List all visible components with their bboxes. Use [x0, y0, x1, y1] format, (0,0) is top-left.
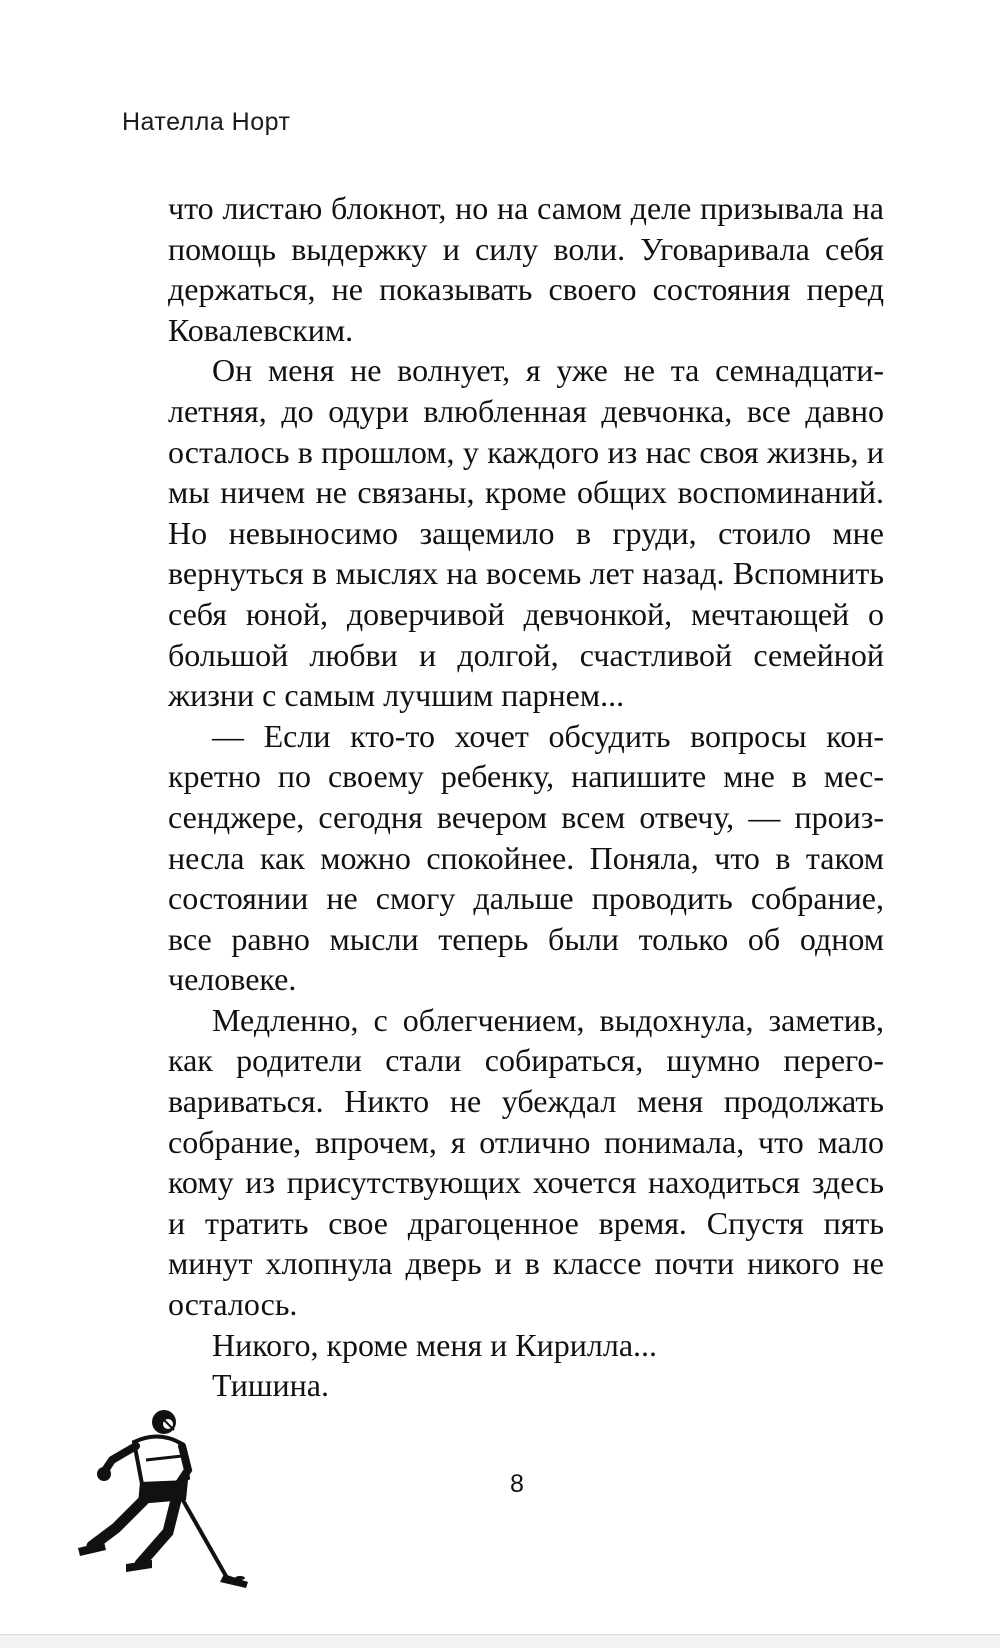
paragraph-5: Никого, кроме меня и Кирилла...: [212, 1326, 658, 1363]
paragraph-2: Он меня не волнует, я уже не та семнадцатилетняя, до одури влюбленная девчонка, все давно осталось в прошлом, у каждого из нас своя жизнь, и мы ничем не связаны, кроме общих воспоминаний. Но невыносимо защемило в груди, стоило мне вернуться в мыслях на восемь лет назад. Вспомнить себя юной, доверчивой девчонкой, мечтающей о большой любви и долгой, счастливой семейной жизни с самым лучшим парнем...: [168, 352, 884, 714]
page-number: 8: [510, 1470, 524, 1498]
paragraph-1: что листаю блокнот, но на самом деле призывала на помощь выдержку и силу воли. Уговаривала себя держаться, не показывать своего состояния перед Ковалевским.: [168, 190, 884, 348]
paragraph-6: Тишина.: [212, 1367, 329, 1404]
paragraph-3: — Если кто-то хочет обсудить вопросы конкретно по своему ребенку, напишите мне в мессенджере, сегодня вечером всем отвечу, — произнесла как можно спокойнее. Поняла, что в таком состоянии не смогу дальше проводить собрание, все равно мысли теперь были только об одном человеке.: [168, 717, 884, 998]
body-text: [168, 188, 884, 1406]
running-head-author: Нателла Норт: [122, 108, 291, 136]
paragraph-4: Медленно, с облегчением, выдохнула, заметив, как родители стали собираться, шумно переговариваться. Никто не убеждал меня продолжать собрание, впрочем, я отлично понимала, что мало кому из присутствующих хочется находиться здесь и тратить свое драгоценное время. Спустя пять минут хлопнула дверь и в классе почти никого не осталось.: [168, 1001, 884, 1323]
hockey-player-icon: [64, 1400, 254, 1590]
viewer-bottom-edge: [0, 1634, 1000, 1648]
